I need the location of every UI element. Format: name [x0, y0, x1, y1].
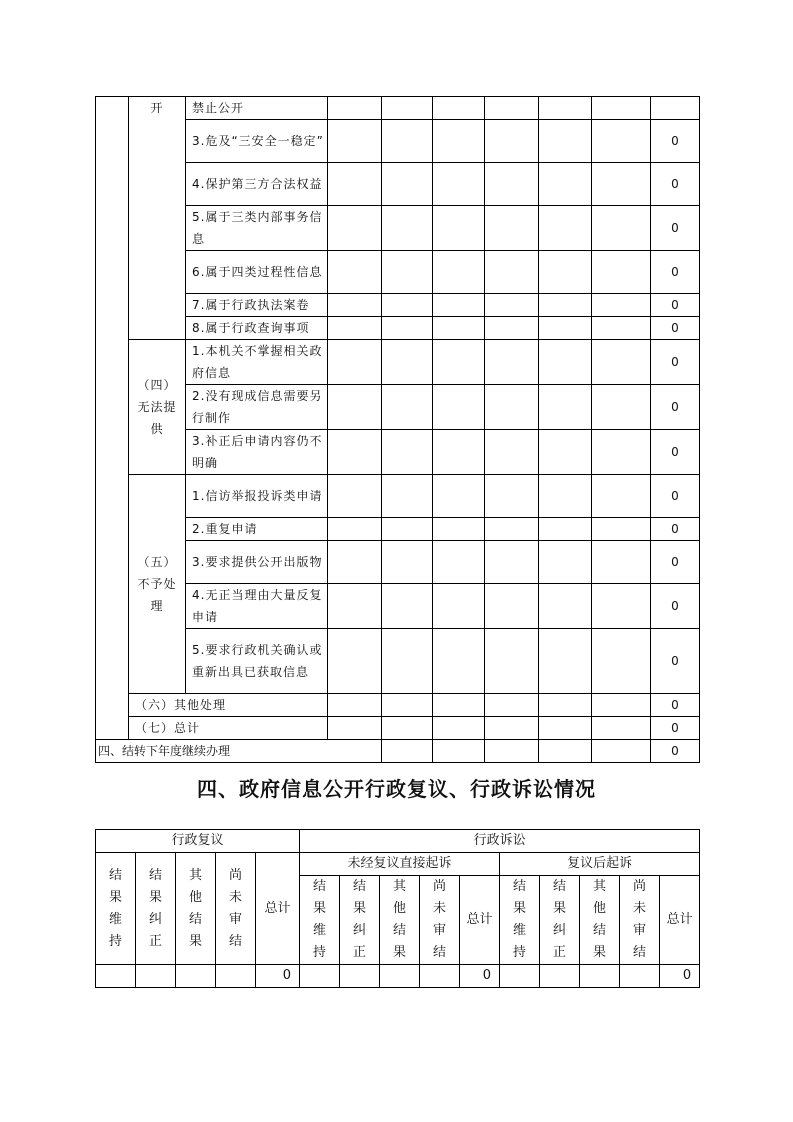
blank-cell	[433, 740, 485, 763]
blank-cell	[328, 385, 382, 430]
blank-cell	[433, 294, 485, 317]
row-label: 3.危及“三安全一稳定”	[186, 120, 328, 163]
blank-cell	[433, 584, 485, 629]
litigation-header: 行政诉讼	[300, 830, 700, 853]
blank-cell	[485, 97, 539, 120]
row-total: 0	[651, 518, 700, 541]
value-cell	[500, 965, 540, 988]
table-row	[96, 541, 700, 584]
blank-cell	[592, 717, 651, 740]
row-total: 0	[651, 629, 700, 694]
row-total: 0	[651, 251, 700, 294]
blank-cell	[539, 251, 592, 294]
table-row	[96, 97, 700, 120]
row-label: 5.属于三类内部事务信息	[186, 206, 328, 251]
blank-cell	[485, 251, 539, 294]
row-total: 0	[651, 430, 700, 475]
blank-cell	[539, 475, 592, 518]
table-row	[96, 317, 700, 340]
blank-cell	[539, 717, 592, 740]
table-row	[96, 518, 700, 541]
blank-cell	[539, 340, 592, 385]
table-row	[96, 206, 700, 251]
blank-cell	[328, 340, 382, 385]
blank-cell	[592, 518, 651, 541]
column-header-text: 其 他 结 果	[593, 879, 607, 960]
blank-cell	[592, 340, 651, 385]
column-header-text: 结 果 维 持	[108, 867, 122, 949]
value-cell: 0	[256, 965, 300, 988]
blank-cell	[382, 518, 433, 541]
blank-cell	[539, 740, 592, 763]
blank-cell	[539, 541, 592, 584]
column-header-text: 结 果 纠 正	[353, 879, 367, 960]
blank-cell	[433, 518, 485, 541]
blank-cell	[539, 163, 592, 206]
review-col-header	[136, 853, 176, 965]
blank-cell	[328, 163, 382, 206]
blank-cell	[433, 120, 485, 163]
litigation-col-header	[420, 876, 460, 965]
direct-header: 未经复议直接起诉	[300, 853, 500, 876]
blank-cell	[382, 475, 433, 518]
group-a-label: 开	[129, 97, 186, 340]
blank-cell	[485, 717, 539, 740]
column-header-text: 结 果 维 持	[313, 879, 327, 960]
blank-cell	[328, 97, 382, 120]
blank-cell	[328, 518, 382, 541]
blank-cell	[539, 430, 592, 475]
litigation-col-header	[460, 876, 500, 965]
column-header-text: 尚 未 审 结	[228, 867, 242, 949]
total-label: （七）总计	[129, 717, 328, 740]
litigation-col-header	[300, 876, 340, 965]
table-row	[96, 475, 700, 518]
blank-cell	[382, 340, 433, 385]
blank-cell	[592, 206, 651, 251]
value-cell: 0	[460, 965, 500, 988]
column-header-text: 总计	[466, 912, 493, 927]
blank-cell	[382, 120, 433, 163]
blank-cell	[382, 584, 433, 629]
litigation-col-header	[540, 876, 580, 965]
table-row	[96, 163, 700, 206]
column-header-text: 总计	[264, 900, 291, 916]
blank-cell	[485, 120, 539, 163]
other-value: 0	[651, 694, 700, 717]
carry-value: 0	[651, 740, 700, 763]
row-total: 0	[651, 163, 700, 206]
row-label: 8.属于行政查询事项	[186, 317, 328, 340]
blank-cell	[592, 541, 651, 584]
blank-cell	[539, 629, 592, 694]
blank-cell	[539, 294, 592, 317]
value-cell	[136, 965, 176, 988]
blank-cell	[328, 430, 382, 475]
row-label: 1.信访举报投诉类申请	[186, 475, 328, 518]
review-col-header	[216, 853, 256, 965]
value-cell	[216, 965, 256, 988]
row-label: 3.补正后申请内容仍不明确	[186, 430, 328, 475]
blank-cell	[485, 206, 539, 251]
blank-cell	[382, 717, 433, 740]
blank-cell	[592, 317, 651, 340]
blank-cell	[328, 694, 382, 717]
blank-cell	[328, 206, 382, 251]
blank-cell	[328, 475, 382, 518]
blank-cell	[539, 518, 592, 541]
blank-cell	[328, 717, 382, 740]
value-cell	[340, 965, 380, 988]
row-total: 0	[651, 317, 700, 340]
blank-cell	[382, 97, 433, 120]
blank-cell	[539, 206, 592, 251]
table-row	[96, 629, 700, 694]
blank-cell	[592, 584, 651, 629]
blank-cell	[382, 541, 433, 584]
carry-label: 四、结转下年度继续办理	[96, 740, 382, 763]
blank-cell	[433, 385, 485, 430]
table-row	[96, 120, 700, 163]
blank-cell	[485, 294, 539, 317]
table-row	[96, 340, 700, 385]
blank-cell	[592, 629, 651, 694]
blank-cell	[328, 629, 382, 694]
blank-cell	[592, 294, 651, 317]
review-col-header	[256, 853, 300, 965]
column-header-text: 结 果 维 持	[513, 879, 527, 960]
blank-cell	[328, 120, 382, 163]
column-header-text: 其 他 结 果	[188, 867, 202, 949]
row-label: 禁止公开	[186, 97, 328, 120]
blank-cell	[485, 694, 539, 717]
blank-cell	[382, 430, 433, 475]
table-row	[96, 251, 700, 294]
column-header-text: 尚 未 审 结	[433, 879, 447, 960]
blank-cell	[539, 385, 592, 430]
group-b-label: （四）无法提供	[129, 340, 186, 475]
blank-cell	[539, 584, 592, 629]
review-litigation-table	[95, 829, 700, 988]
blank-cell	[592, 694, 651, 717]
blank-cell	[485, 340, 539, 385]
review-col-header	[96, 853, 136, 965]
section-title: 四、政府信息公开行政复议、行政诉讼情况	[197, 777, 596, 801]
blank-cell	[433, 541, 485, 584]
value-cell	[540, 965, 580, 988]
table-row	[96, 294, 700, 317]
row-total: 0	[651, 541, 700, 584]
table-row	[96, 694, 700, 717]
value-cell	[580, 965, 620, 988]
litigation-col-header	[380, 876, 420, 965]
row-total: 0	[651, 475, 700, 518]
row-label: 1.本机关不掌握相关政府信息	[186, 340, 328, 385]
column-header-text: 结 果 纠 正	[553, 879, 567, 960]
column-header-text: 结 果 纠 正	[148, 867, 162, 949]
table-row	[96, 385, 700, 430]
row-total: 0	[651, 294, 700, 317]
blank-cell	[433, 694, 485, 717]
blank-cell	[328, 294, 382, 317]
row-label: 2.重复申请	[186, 518, 328, 541]
blank-cell	[539, 120, 592, 163]
row-total: 0	[651, 385, 700, 430]
row-total	[651, 97, 700, 120]
blank-cell	[382, 694, 433, 717]
row-total: 0	[651, 120, 700, 163]
blank-cell	[485, 317, 539, 340]
value-cell	[620, 965, 660, 988]
litigation-col-header	[660, 876, 700, 965]
blank-cell	[328, 251, 382, 294]
column-header-text: 尚 未 审 结	[633, 879, 647, 960]
table-row	[96, 584, 700, 629]
blank-cell	[539, 317, 592, 340]
blank-cell	[382, 629, 433, 694]
blank-cell	[433, 717, 485, 740]
row-label: 7.属于行政执法案卷	[186, 294, 328, 317]
value-cell	[176, 965, 216, 988]
blank-cell	[485, 430, 539, 475]
blank-cell	[433, 629, 485, 694]
blank-cell	[539, 694, 592, 717]
blank-cell	[592, 740, 651, 763]
blank-cell	[592, 120, 651, 163]
blank-cell	[433, 317, 485, 340]
blank-cell	[382, 206, 433, 251]
blank-cell	[592, 385, 651, 430]
blank-cell	[382, 317, 433, 340]
row-label: 2.没有现成信息需要另行制作	[186, 385, 328, 430]
value-cell: 0	[660, 965, 700, 988]
blank-cell	[485, 475, 539, 518]
blank-cell	[382, 385, 433, 430]
blank-cell	[433, 97, 485, 120]
blank-cell	[382, 740, 433, 763]
litigation-col-header	[580, 876, 620, 965]
row-total: 0	[651, 340, 700, 385]
other-label: （六）其他处理	[129, 694, 328, 717]
blank-cell	[433, 340, 485, 385]
table-row	[96, 740, 700, 763]
blank-cell	[485, 518, 539, 541]
table-row	[96, 430, 700, 475]
row-label: 4.保护第三方合法权益	[186, 163, 328, 206]
blank-cell	[382, 163, 433, 206]
total-value: 0	[651, 717, 700, 740]
row-label: 6.属于四类过程性信息	[186, 251, 328, 294]
blank-cell	[485, 163, 539, 206]
blank-cell	[328, 317, 382, 340]
blank-cell	[592, 97, 651, 120]
blank-cell	[433, 430, 485, 475]
litigation-col-header	[500, 876, 540, 965]
blank-cell	[382, 251, 433, 294]
blank-cell	[328, 541, 382, 584]
blank-cell	[485, 629, 539, 694]
value-cell	[380, 965, 420, 988]
blank-cell	[485, 740, 539, 763]
litigation-col-header	[620, 876, 660, 965]
blank-cell	[539, 97, 592, 120]
blank-cell	[382, 294, 433, 317]
blank-cell	[485, 385, 539, 430]
table-row	[96, 717, 700, 740]
blank-cell	[328, 584, 382, 629]
row-label: 5.要求行政机关确认或重新出具已获取信息	[186, 629, 328, 694]
row-label: 3.要求提供公开出版物	[186, 541, 328, 584]
blank-cell	[433, 475, 485, 518]
blank-cell	[433, 251, 485, 294]
blank-cell	[433, 163, 485, 206]
row-total: 0	[651, 584, 700, 629]
row-total: 0	[651, 206, 700, 251]
review-col-header	[176, 853, 216, 965]
blank-cell	[485, 541, 539, 584]
value-cell	[96, 965, 136, 988]
blank-cell	[592, 475, 651, 518]
review-header: 行政复议	[96, 830, 300, 853]
blank-cell	[485, 584, 539, 629]
column-header-text: 总计	[666, 912, 693, 927]
blank-cell	[433, 206, 485, 251]
group-c-label: （五）不予处理	[129, 475, 186, 694]
blank-cell	[592, 163, 651, 206]
row-label: 4.无正当理由大量反复申请	[186, 584, 328, 629]
disclosure-results-table	[95, 96, 700, 763]
blank-cell	[592, 430, 651, 475]
litigation-col-header	[340, 876, 380, 965]
outer-group-cell	[96, 97, 129, 740]
after-header: 复议后起诉	[500, 853, 700, 876]
value-cell	[300, 965, 340, 988]
value-cell	[420, 965, 460, 988]
column-header-text: 其 他 结 果	[393, 879, 407, 960]
blank-cell	[592, 251, 651, 294]
